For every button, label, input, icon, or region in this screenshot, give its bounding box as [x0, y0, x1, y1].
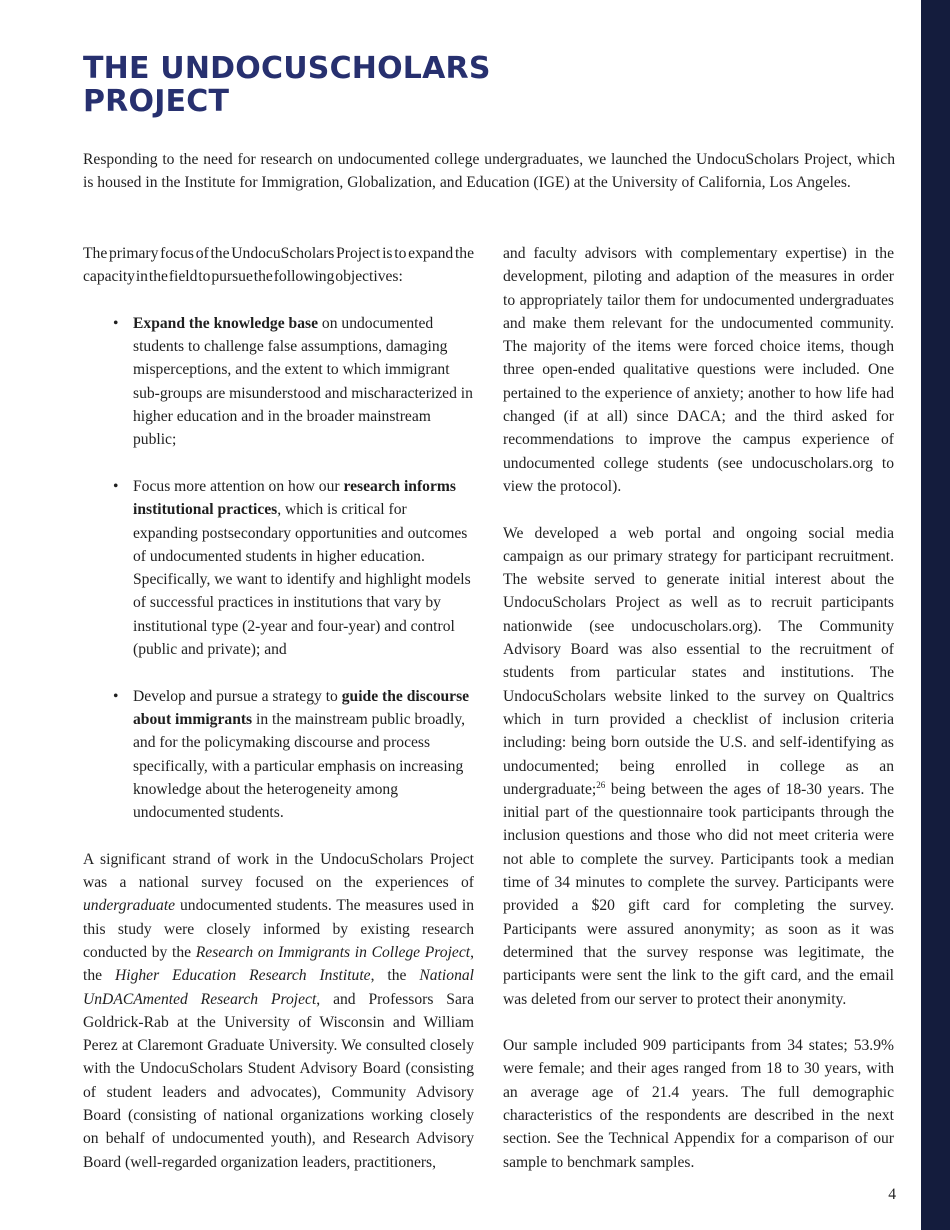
objective-text: in the mainstream public broadly, and for the policymaking discourse and process specifically, with a particular emphasis on increasing knowledge about the heterogeneity among undocumented students.: [133, 710, 466, 822]
survey-paragraph: [83, 848, 474, 1174]
objective-bold: Expand the knowledge base: [133, 314, 319, 332]
recruitment-text: being between the ages of 18-30 years. The initial part of the questionnaire took participants through the inclusion questions and those who did not meet criteria were not able to complete the survey. Participants took a median time of 34 minutes to complete the survey. Participants were provided a $20 gift card for completing the survey. Participants were assured anonymity; as soon as it was determined that the survey response was legitimate, the participants were sent the link to the gift card, and the email was deleted from our server to protect their anonymity.: [503, 780, 894, 1008]
title-line-2: PROJECT: [83, 84, 230, 119]
objective-text: Develop and pursue a strategy to: [133, 687, 342, 705]
survey-text: , and Professors Sara Goldrick-Rab at the University of Wisconsin and William Perez at Claremont Graduate University. We consulted closely with the UndocuScholars Student Advisory Board (consisting of student leaders and advocates), Community Advisory Board (consisting of national organizations working closely on behalf of undocumented youth), and Research Advisory Board (well-regarded organization leaders, practitioners,: [83, 990, 474, 1171]
objective-item: [113, 475, 474, 661]
survey-italic: Higher Education Research Institute: [114, 967, 371, 985]
survey-text: A significant strand of work in the UndocuScholars Project was a national survey focused on the experiences of: [83, 850, 474, 892]
objectives-list: [83, 312, 474, 825]
page-number: 4: [888, 1186, 896, 1203]
footnote-marker: 26: [596, 779, 606, 790]
survey-italic: Research on Immigrants in College Project: [195, 943, 471, 961]
survey-text: , the: [370, 967, 420, 985]
survey-text: , the: [83, 943, 474, 985]
right-edge-color-bar: [921, 0, 950, 1230]
page-title: [83, 52, 603, 118]
objective-text: , which is critical for expanding postsecondary opportunities and outcomes of undocumented students in higher education. Specifically, we want to identify and highlight models of successful practices in institutions that vary by institutional type (2-year and four-year) and control (public and private); and: [133, 501, 471, 659]
survey-italic: National UnDACAmented Research Project: [83, 967, 474, 1008]
objectives-intro: The primary focus of the UndocuScholars Project is to expand the capacity in the field to pursue the following objectives:: [83, 245, 474, 286]
objective-item: [113, 685, 474, 825]
survey-italic: undergraduate: [83, 897, 176, 915]
objective-bold: research informs institutional practices: [133, 477, 456, 519]
recruitment-paragraph: [503, 522, 894, 1011]
intro-paragraph: Responding to the need for research on undocumented college undergraduates, we launched the UndocuScholars Project, which is housed in the Institute for Immigration, Globalization, and Education (IGE) at the University of California, Los Angeles.: [83, 151, 895, 192]
bullet-glyph: •: [113, 477, 119, 495]
measures-paragraph: and faculty advisors with complementary expertise) in the development, piloting and adaption of the measures in order to appropriately tailor them for undocumented undergraduates and make them relevant for the undocumented community. The majority of the items were forced choice items, though three open-ended qualitative questions were included. One pertained to the experience of anxiety; another to how life had changed (if at all) since DACA; and the third asked for recommendations to improve the campus experience of undocumented college students (see undocuscholars.org to view the protocol).: [503, 245, 894, 495]
bullet-glyph: •: [113, 687, 119, 705]
title-line-1: THE UNDOCUSCHOLARS: [83, 51, 491, 86]
left-column: [83, 242, 474, 1197]
recruitment-text: We developed a web portal and ongoing social media campaign as our primary strategy for participant recruitment. The website served to generate initial interest about the UndocuScholars Project as well as to recruit participants nationwide (see undocuscholars.org). The Community Advisory Board was also essential to the recruitment of students from particular states and institutions. The UndocuScholars website linked to the survey on Qualtrics which in turn provided a checklist of inclusion criteria including: being born outside the U.S. and self-identifying as undocumented; being enrolled in college as an undergraduate;: [503, 524, 894, 798]
right-column: [503, 242, 894, 1197]
objective-item: [113, 312, 474, 452]
objective-text: Focus more attention on how our: [133, 477, 344, 495]
objective-text: on undocumented students to challenge false assumptions, damaging misperceptions, and the extent to which immigrant sub-groups are misunderstood and mischaracterized in higher education and in the broader mainstream public;: [133, 314, 473, 449]
objective-bold: guide the discourse about immigrants: [133, 687, 470, 728]
sample-paragraph: Our sample included 909 participants from 34 states; 53.9% were female; and their ages ranged from 18 to 30 years, with an average age of 21.4 years. The full demographic characteristics of the respondents are described in the next section. See the Technical Appendix for a comparison of our sample to benchmark samples.: [503, 1037, 894, 1171]
survey-text: undocumented students. The measures used in this study were closely informed by existing research conducted by the: [83, 897, 474, 961]
bullet-glyph: •: [113, 314, 119, 332]
